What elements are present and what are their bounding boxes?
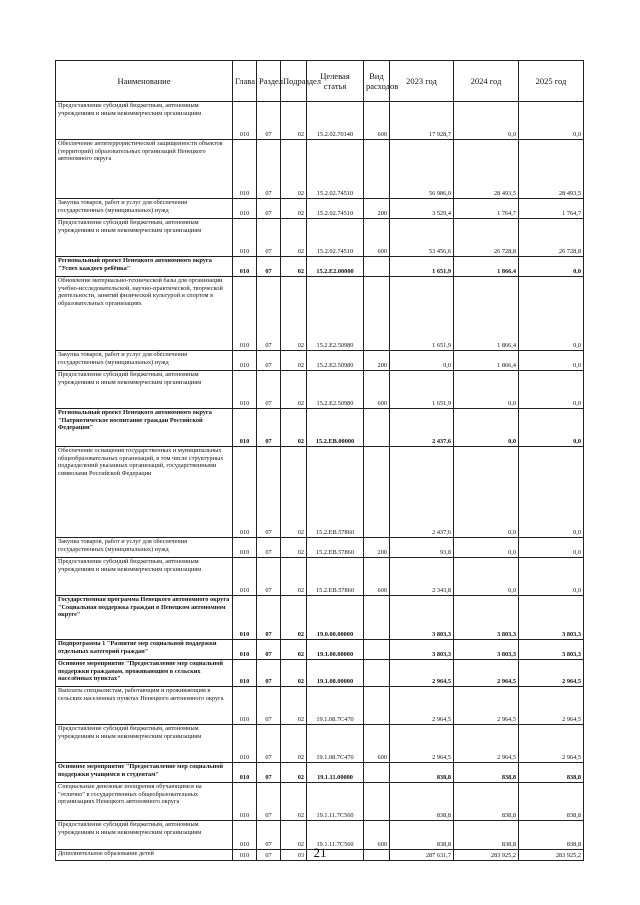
row-chapter: 010 [233, 660, 257, 687]
row-section: 07 [257, 371, 281, 409]
row-2025: 838,8 [519, 763, 584, 783]
table-row [56, 660, 584, 687]
row-2025: 0,0 [519, 257, 584, 277]
table-row [56, 558, 584, 596]
row-section: 07 [257, 725, 281, 763]
row-expense-type [364, 763, 390, 783]
table-row [56, 351, 584, 371]
row-expense-type: 600 [364, 558, 390, 596]
row-expense-type [364, 783, 390, 821]
row-subsection: 02 [281, 687, 307, 725]
row-subsection: 02 [281, 783, 307, 821]
row-subsection: 02 [281, 277, 307, 351]
row-2024: 2 964,5 [454, 660, 519, 687]
row-2023: 3 803,3 [390, 596, 454, 640]
header-chapter: Глава [233, 61, 257, 102]
row-expense-type [364, 257, 390, 277]
row-2023: 838,8 [390, 821, 454, 850]
row-name: Предоставление субсидий бюджетным, автономным учреждениям и иным некоммерческим организациям [56, 371, 233, 409]
row-name: Основное мероприятие "Предоставление мер социальной поддержки гражданам, проживающим в сельских населённых пунктах" [56, 660, 233, 687]
row-target-article: 15.2.E2.50980 [307, 351, 364, 371]
row-chapter: 010 [233, 821, 257, 850]
row-name: Обновление материально-технической базы для организации учебно-исследовательской, научно-практической, творческой деятельности, занятий физической культурой и спортом в образовательных организациях [56, 277, 233, 351]
row-2025: 3 803,3 [519, 640, 584, 660]
row-2024: 1 764,7 [454, 199, 519, 219]
row-expense-type [364, 409, 390, 447]
row-2023: 56 986,0 [390, 140, 454, 199]
row-target-article: 15.2.EB.00000 [307, 409, 364, 447]
row-chapter: 010 [233, 102, 257, 140]
row-2023: 838,8 [390, 763, 454, 783]
table-row [56, 199, 584, 219]
row-2025: 0,0 [519, 409, 584, 447]
row-target-article: 19.1.08.7С470 [307, 725, 364, 763]
row-subsection: 02 [281, 351, 307, 371]
row-name: Региональный проект Ненецкого автономного округа "Успех каждого ребёнка" [56, 257, 233, 277]
row-2024: 1 866,4 [454, 277, 519, 351]
row-2025: 1 764,7 [519, 199, 584, 219]
table-row [56, 277, 584, 351]
header-2024: 2024 год [454, 61, 519, 102]
row-chapter: 010 [233, 371, 257, 409]
row-2025: 2 964,5 [519, 687, 584, 725]
row-subsection: 02 [281, 763, 307, 783]
row-name: Предоставление субсидий бюджетным, автономным учреждениям и иным некоммерческим организациям [56, 558, 233, 596]
row-2025: 283 925,2 [519, 850, 584, 861]
row-expense-type: 600 [364, 371, 390, 409]
header-2025: 2025 год [519, 61, 584, 102]
row-name: Закупка товаров, работ и услуг для обеспечения государственных (муниципальных) нужд [56, 351, 233, 371]
row-2025: 0,0 [519, 558, 584, 596]
table-row [56, 783, 584, 821]
row-2024: 28 493,5 [454, 140, 519, 199]
row-chapter: 010 [233, 140, 257, 199]
table-row [56, 102, 584, 140]
row-section: 07 [257, 687, 281, 725]
row-section: 07 [257, 199, 281, 219]
row-expense-type [364, 687, 390, 725]
row-subsection: 02 [281, 219, 307, 257]
row-target-article: 15.2.EB.57860 [307, 447, 364, 538]
row-section: 07 [257, 351, 281, 371]
row-section: 07 [257, 102, 281, 140]
header-section: Раздел [257, 61, 281, 102]
row-2023: 17 928,7 [390, 102, 454, 140]
row-2025: 3 803,3 [519, 596, 584, 640]
row-section: 07 [257, 763, 281, 783]
row-subsection: 02 [281, 102, 307, 140]
row-2023: 3 803,3 [390, 640, 454, 660]
table-header-row [56, 61, 584, 102]
row-target-article: 15.2.02.74510 [307, 219, 364, 257]
row-section: 07 [257, 447, 281, 538]
row-expense-type: 200 [364, 199, 390, 219]
row-target-article: 19.1.11.00000 [307, 763, 364, 783]
row-subsection: 02 [281, 725, 307, 763]
row-chapter: 010 [233, 351, 257, 371]
row-2025: 2 964,5 [519, 725, 584, 763]
row-target-article: 15.2.EB.57860 [307, 558, 364, 596]
row-2023: 2 964,5 [390, 660, 454, 687]
row-expense-type [364, 660, 390, 687]
row-subsection: 02 [281, 371, 307, 409]
header-target-article: Целевая статья [307, 61, 364, 102]
row-chapter: 010 [233, 596, 257, 640]
row-2024: 0,0 [454, 538, 519, 558]
row-name: Обеспечение антитеррористической защищенности объектов (территорий) образовательных организаций Ненецкого автономного округа [56, 140, 233, 199]
row-expense-type: 200 [364, 538, 390, 558]
row-subsection: 02 [281, 821, 307, 850]
row-name: Дополнительное образование детей [56, 850, 233, 861]
row-2024: 1 866,4 [454, 257, 519, 277]
row-2025: 0,0 [519, 351, 584, 371]
row-2023: 93,8 [390, 538, 454, 558]
row-target-article: 19.1.11.7С560 [307, 783, 364, 821]
table-row [56, 538, 584, 558]
row-2024: 838,8 [454, 763, 519, 783]
row-2024: 0,0 [454, 409, 519, 447]
row-name: Закупка товаров, работ и услуг для обеспечения государственных (муниципальных) нужд [56, 538, 233, 558]
row-subsection: 02 [281, 447, 307, 538]
row-section: 07 [257, 409, 281, 447]
row-2023: 287 631,7 [390, 850, 454, 861]
row-2023: 838,8 [390, 783, 454, 821]
table-row [56, 596, 584, 640]
row-chapter: 010 [233, 783, 257, 821]
row-2023: 2 964,5 [390, 687, 454, 725]
table-row [56, 725, 584, 763]
row-section: 07 [257, 783, 281, 821]
table-row [56, 687, 584, 725]
row-2023: 1 651,9 [390, 257, 454, 277]
row-name: Специальные денежные поощрения обучающимся на "отлично" в государственных общеобразовательных организациях Ненецкого автономного округа [56, 783, 233, 821]
row-chapter: 010 [233, 277, 257, 351]
row-name: Региональный проект Ненецкого автономного округа "Патриотическое воспитание граждан Российской Федерации" [56, 409, 233, 447]
row-2025: 26 728,8 [519, 219, 584, 257]
row-subsection: 03 [281, 850, 307, 861]
row-subsection: 02 [281, 660, 307, 687]
table-row [56, 763, 584, 783]
row-subsection: 02 [281, 409, 307, 447]
row-2024: 838,8 [454, 783, 519, 821]
header-2023: 2023 год [390, 61, 454, 102]
row-2025: 0,0 [519, 447, 584, 538]
row-subsection: 02 [281, 596, 307, 640]
row-chapter: 010 [233, 257, 257, 277]
row-section: 07 [257, 660, 281, 687]
row-name: Предоставление субсидий бюджетным, автономным учреждениям и иным некоммерческим организациям [56, 219, 233, 257]
row-name: Государственная программа Ненецкого автономного округа "Социальная поддержка граждан в Ненецком автономном округе" [56, 596, 233, 640]
row-target-article: 19.1.11.7С560 [307, 821, 364, 850]
row-2023: 2 437,6 [390, 447, 454, 538]
row-target-article: 15.2.02.70140 [307, 102, 364, 140]
row-target-article: 15.2.E2.50980 [307, 371, 364, 409]
table-row [56, 640, 584, 660]
row-subsection: 02 [281, 257, 307, 277]
row-2024: 0,0 [454, 371, 519, 409]
row-2025: 2 964,5 [519, 660, 584, 687]
header-expense-type: Вид расходов [364, 61, 390, 102]
row-2024: 0,0 [454, 102, 519, 140]
row-subsection: 02 [281, 640, 307, 660]
table-row [56, 409, 584, 447]
row-target-article: 15.2.02.74510 [307, 199, 364, 219]
row-2023: 0,0 [390, 351, 454, 371]
row-name: Закупка товаров, работ и услуг для обеспечения государственных (муниципальных) нужд [56, 199, 233, 219]
row-target-article: 19.1.08.00000 [307, 660, 364, 687]
row-2025: 28 493,5 [519, 140, 584, 199]
row-expense-type: 200 [364, 351, 390, 371]
row-section: 07 [257, 219, 281, 257]
table-row [56, 447, 584, 538]
row-2023: 1 651,9 [390, 277, 454, 351]
row-target-article: 19.1.00.00000 [307, 640, 364, 660]
row-2025: 0,0 [519, 277, 584, 351]
row-section: 07 [257, 558, 281, 596]
row-name: Основное мероприятие "Предоставление мер социальной поддержки учащимся и студентам" [56, 763, 233, 783]
row-chapter: 010 [233, 199, 257, 219]
row-name: Обеспечение оснащения государственных и муниципальных общеобразовательных организаций, в том числе структурных подразделений указанных организаций, государственными символами Российской Федерации [56, 447, 233, 538]
row-section: 07 [257, 640, 281, 660]
row-subsection: 02 [281, 558, 307, 596]
row-2025: 838,8 [519, 821, 584, 850]
row-target-article: 15.2.EB.57860 [307, 538, 364, 558]
budget-table [55, 60, 584, 861]
row-name: Предоставление субсидий бюджетным, автономным учреждениям и иным некоммерческим организациям [56, 102, 233, 140]
row-chapter: 010 [233, 725, 257, 763]
row-section: 07 [257, 596, 281, 640]
row-expense-type [364, 277, 390, 351]
row-target-article: 15.2.02.74510 [307, 140, 364, 199]
row-2024: 2 964,5 [454, 687, 519, 725]
table-row [56, 140, 584, 199]
row-2023: 53 456,6 [390, 219, 454, 257]
row-2023: 2 964,5 [390, 725, 454, 763]
row-2024: 1 866,4 [454, 351, 519, 371]
row-2024: 2 964,5 [454, 725, 519, 763]
row-2024: 26 728,8 [454, 219, 519, 257]
row-chapter: 010 [233, 538, 257, 558]
row-2024: 0,0 [454, 558, 519, 596]
row-subsection: 02 [281, 538, 307, 558]
row-chapter: 010 [233, 447, 257, 538]
row-name: Предоставление субсидий бюджетным, автономным учреждениям и иным некоммерческим организациям [56, 821, 233, 850]
row-2024: 283 925,2 [454, 850, 519, 861]
row-2024: 0,0 [454, 447, 519, 538]
header-name: Наименование [56, 61, 233, 102]
row-name: Выплаты специалистам, работающим и проживающим в сельских населенных пунктах Ненецкого автономного округа [56, 687, 233, 725]
row-expense-type: 600 [364, 102, 390, 140]
row-expense-type: 600 [364, 725, 390, 763]
row-chapter: 010 [233, 558, 257, 596]
row-target-article: 19.1.08.7С470 [307, 687, 364, 725]
row-chapter: 010 [233, 763, 257, 783]
row-2025: 0,0 [519, 538, 584, 558]
row-expense-type [364, 447, 390, 538]
row-section: 07 [257, 538, 281, 558]
row-expense-type [364, 140, 390, 199]
page-number: 21 [313, 845, 327, 860]
row-2024: 838,8 [454, 821, 519, 850]
row-2023: 1 651,9 [390, 371, 454, 409]
row-section: 07 [257, 850, 281, 861]
row-2025: 0,0 [519, 102, 584, 140]
row-2024: 3 803,3 [454, 640, 519, 660]
row-chapter: 010 [233, 687, 257, 725]
table-row [56, 371, 584, 409]
row-expense-type [364, 596, 390, 640]
row-name: Предоставление субсидий бюджетным, автономным учреждениям и иным некоммерческим организациям [56, 725, 233, 763]
row-chapter: 010 [233, 219, 257, 257]
header-subsection: Подраздел [281, 61, 307, 102]
row-section: 07 [257, 257, 281, 277]
row-section: 07 [257, 821, 281, 850]
row-chapter: 010 [233, 640, 257, 660]
row-2023: 2 343,8 [390, 558, 454, 596]
row-2025: 0,0 [519, 371, 584, 409]
row-subsection: 02 [281, 140, 307, 199]
row-expense-type: 600 [364, 219, 390, 257]
table-row [56, 257, 584, 277]
row-expense-type [364, 640, 390, 660]
row-expense-type: 600 [364, 821, 390, 850]
row-name: Подпрограмма 1 "Развитие мер социальной поддержки отдельных категорий граждан" [56, 640, 233, 660]
table-row [56, 219, 584, 257]
row-2023: 2 437,6 [390, 409, 454, 447]
row-2025: 838,8 [519, 783, 584, 821]
row-subsection: 02 [281, 199, 307, 219]
row-target-article: 19.0.00.00000 [307, 596, 364, 640]
row-section: 07 [257, 277, 281, 351]
row-2023: 3 529,4 [390, 199, 454, 219]
row-chapter: 010 [233, 850, 257, 861]
row-section: 07 [257, 140, 281, 199]
row-target-article: 15.2.E2.50980 [307, 277, 364, 351]
row-2024: 3 803,3 [454, 596, 519, 640]
row-target-article: 15.2.E2.00000 [307, 257, 364, 277]
row-chapter: 010 [233, 409, 257, 447]
